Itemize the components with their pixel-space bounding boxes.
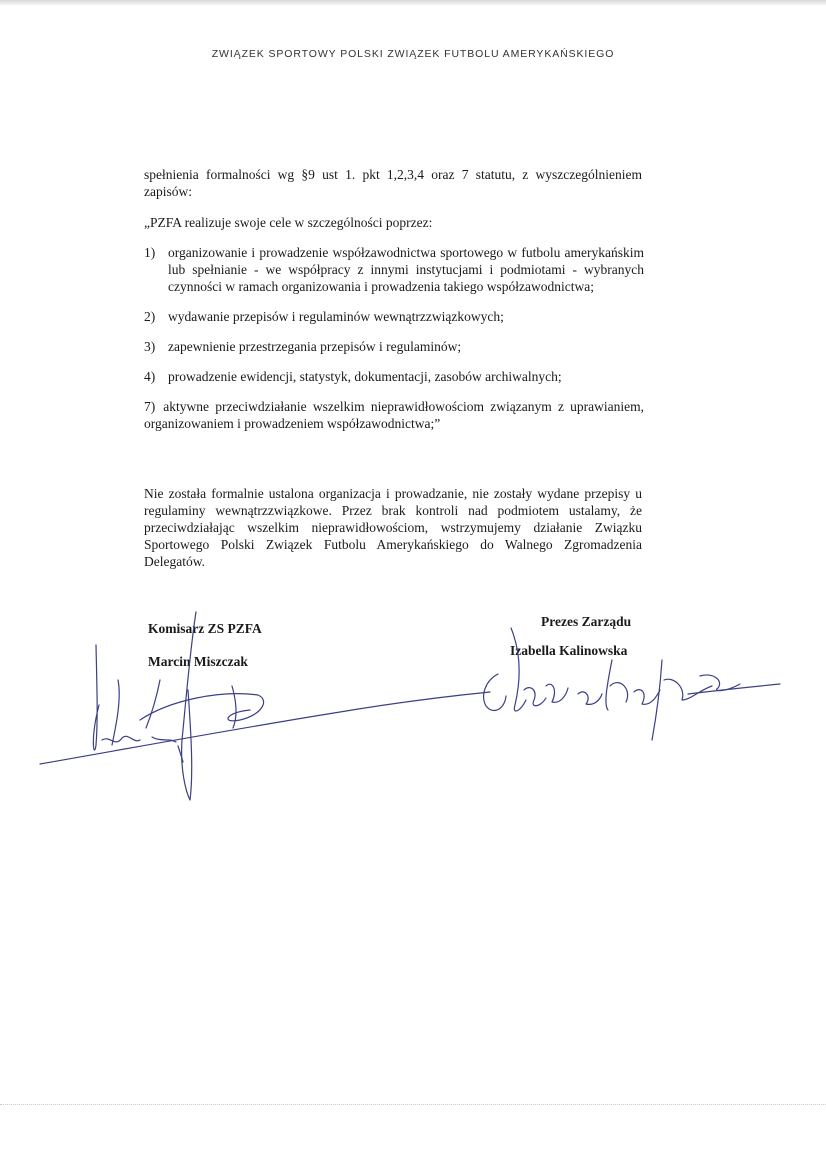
item-text: wydawanie przepisów i regulaminów wewnątrzzwiązkowych; [168, 309, 504, 324]
right-signatory-title: Prezes Zarządu [541, 614, 632, 629]
right-handwritten-signature [484, 628, 780, 740]
item-number: 3) [144, 339, 156, 354]
item-text: aktywne przeciwdziałanie wszelkim nieprawidłowościom związanym z uprawianiem, organizowaniem i prowadzeniem współzawodnictwa;” [144, 399, 644, 431]
item-text: zapewnienie przestrzegania przepisów i regulaminów; [168, 339, 462, 354]
item-number: 7) [144, 399, 156, 414]
item-number: 4) [144, 369, 156, 384]
intro-paragraph: spełnienia formalności wg §9 ust 1. pkt 1,2,3,4 oraz 7 statutu, z wyszczególnieniem zapisów: [144, 167, 642, 199]
scan-bottom-edge [0, 1104, 826, 1106]
item-number: 2) [144, 309, 156, 324]
left-signatory-title: Komisarz ZS PZFA [148, 621, 262, 636]
item-text: prowadzenie ewidencji, statystyk, dokumentacji, zasobów archiwalnych; [168, 369, 562, 384]
conclusion-paragraph: Nie została formalnie ustalona organizacja i prowadzanie, nie zostały wydane przepisy u regulaminy wewnątrzzwiązkowe. Przez brak kontroli nad podmiotem ustalamy, że przeciwdziałając wszelkim nieprawidłowościom, wstrzymujemy działanie Związku Sportowego Polski Związek Futbolu Amerykańskiego do Walnego Zgromadzenia Delegatów. [144, 486, 642, 569]
letterhead-organization: ZWIĄZEK SPORTOWY POLSKI ZWIĄZEK FUTBOLU AMERYKAŃSKIEGO [211, 48, 615, 60]
item-number: 1) [144, 245, 156, 260]
right-signatory-name: Izabella Kalinowska [510, 643, 628, 658]
left-signatory-name: Marcin Miszczak [148, 654, 248, 669]
item-text: organizowanie i prowadzenie współzawodnictwa sportowego w futbolu amerykańskim lub spełnianie - we współpracy z innymi instytucjami i podmiotami - wybranych czynności w ramach organizowania i prowadzenia takiego współzawodnictwa; [168, 245, 644, 294]
left-handwritten-signature [40, 612, 490, 800]
quote-intro: „PZFA realizuje swoje cele w szczególności poprzez: [144, 215, 433, 230]
